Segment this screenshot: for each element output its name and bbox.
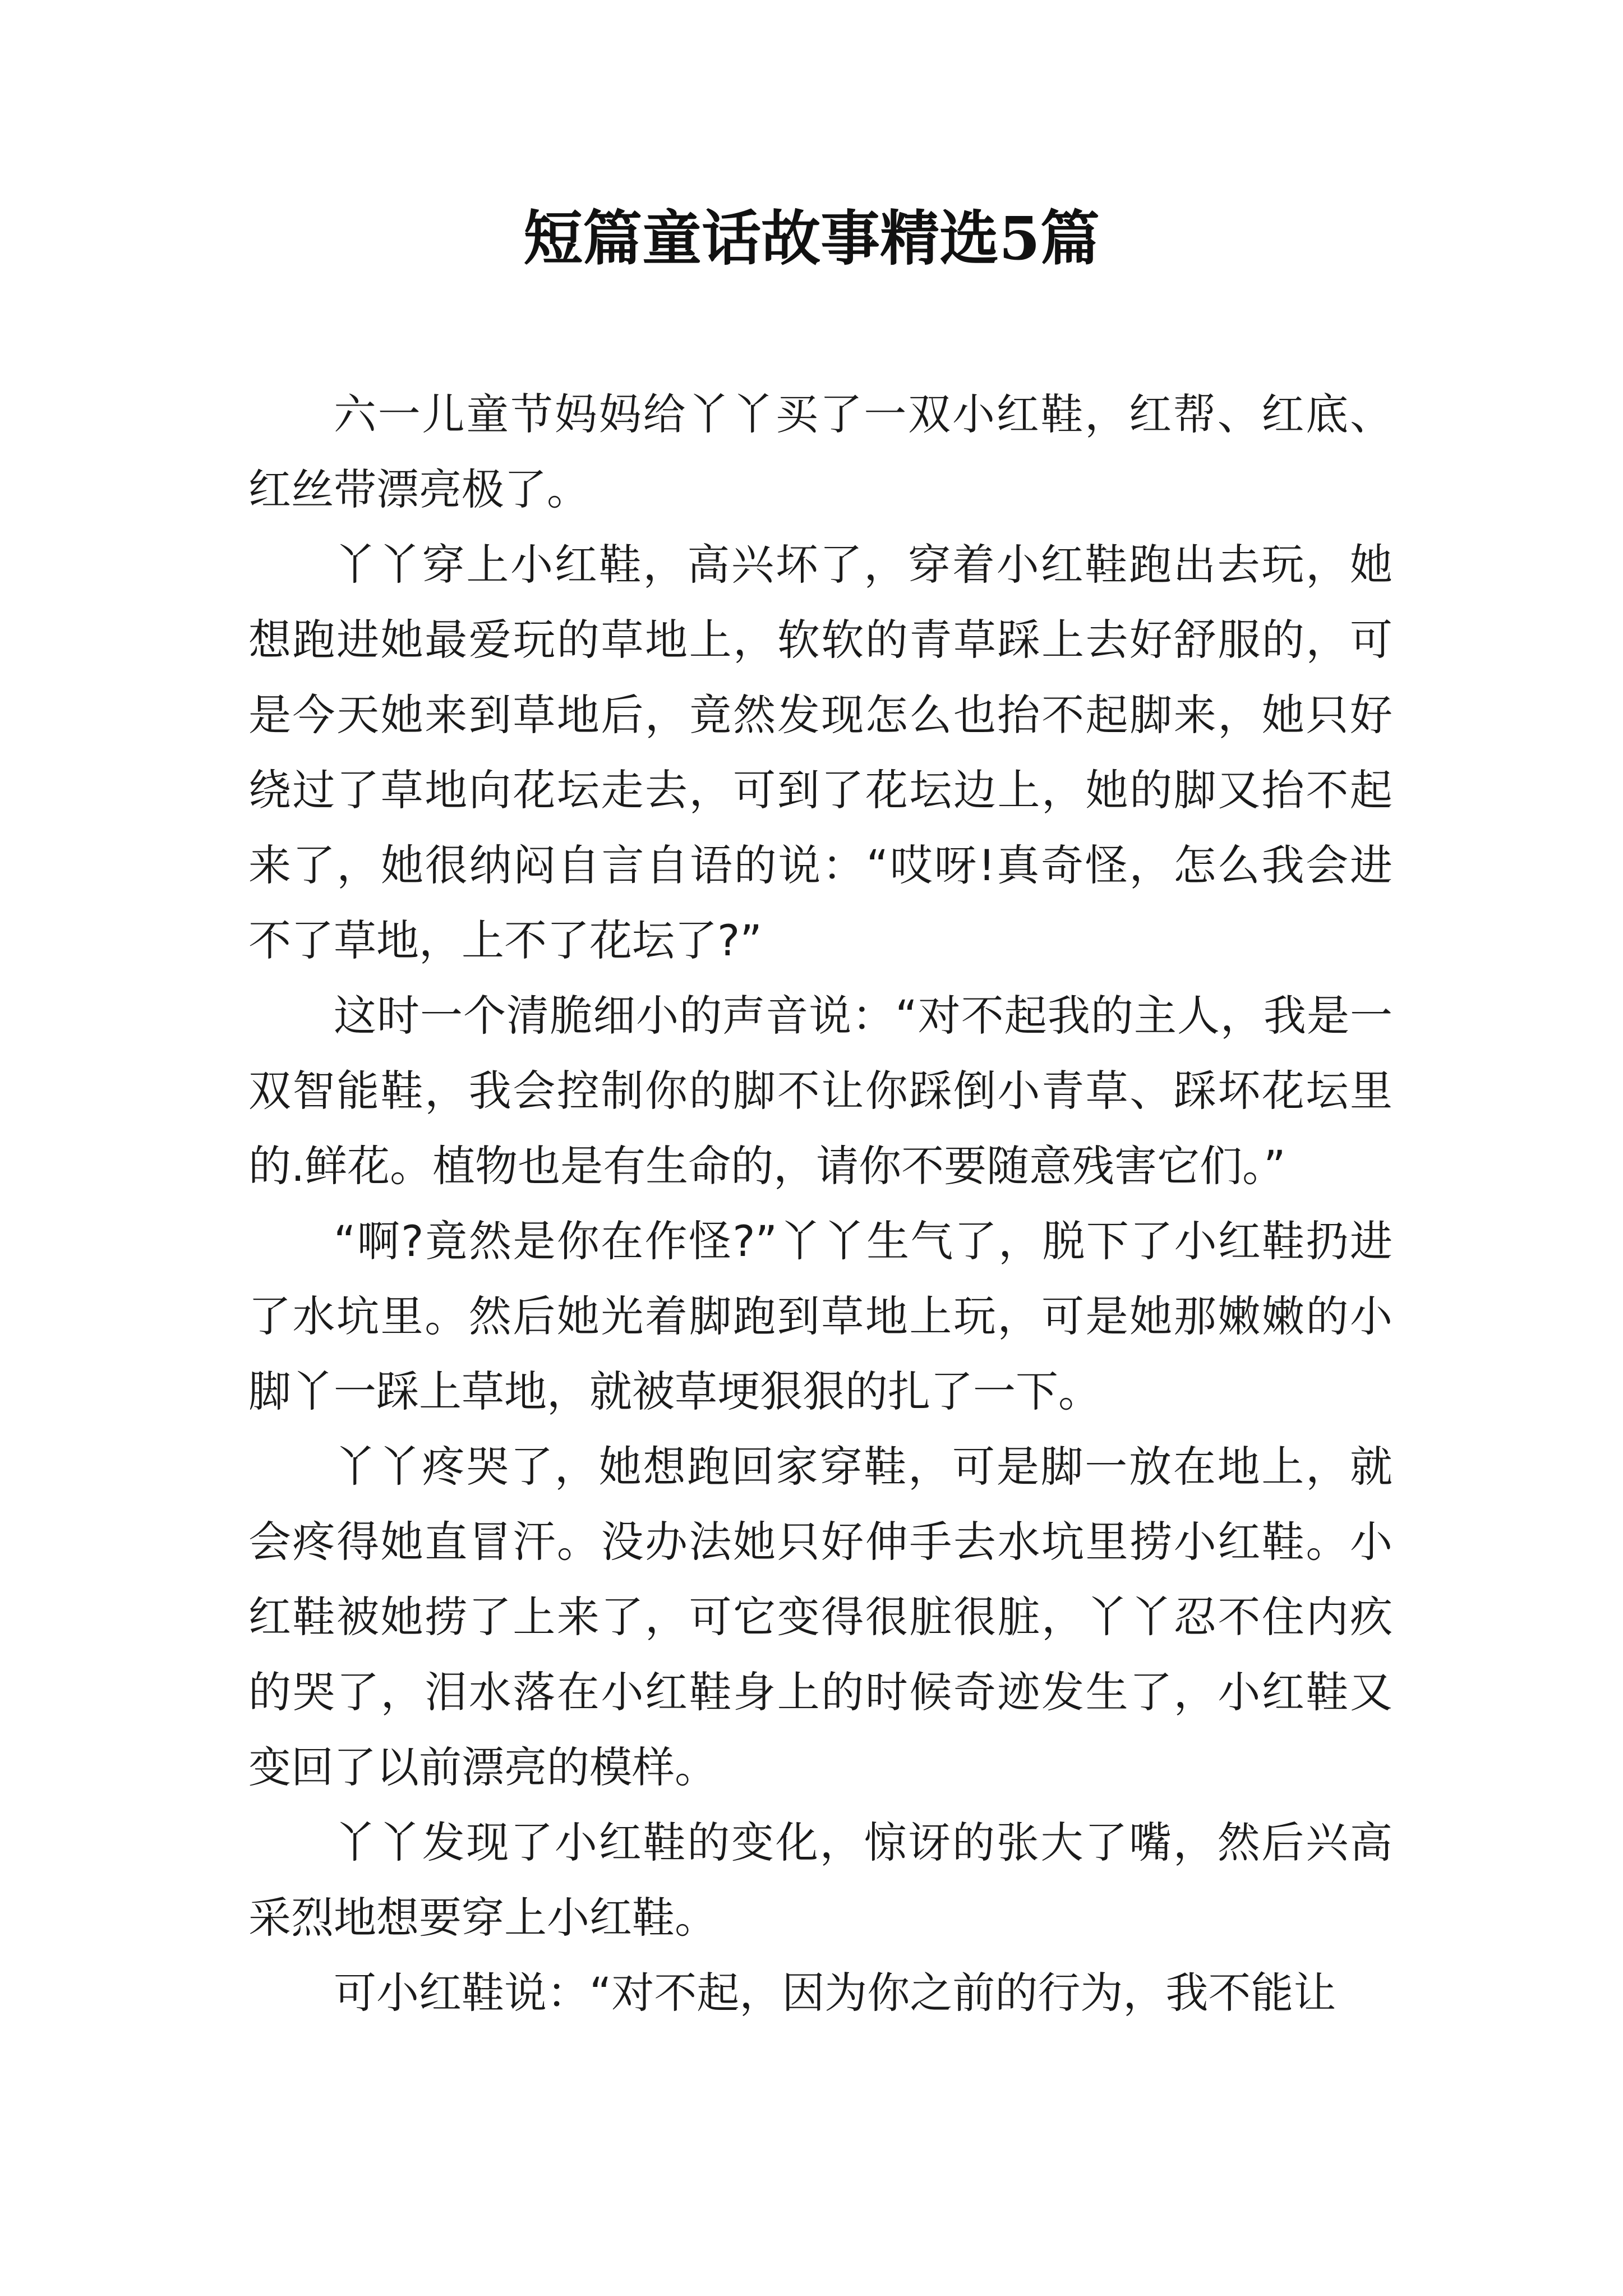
paragraph-3: 这时一个清脆细小的声音说：“对不起我的主人，我是一双智能鞋，我会控制你的脚不让你踩倒小青草、踩坏花坛里的.鲜花。植物也是有生命的，请你不要随意残害它们。” — [248, 991, 1393, 1191]
paragraph-7: 可小红鞋说：“对不起，因为你之前的行为，我不能让 — [334, 1968, 1336, 2018]
paragraph-6: 丫丫发现了小红鞋的变化，惊讶的张大了嘴，然后兴高采烈地想要穿上小红鞋。 — [248, 1818, 1393, 1943]
document-title: 短篇童话故事精选5篇 — [523, 203, 1100, 273]
paragraph-5: 丫丫疼哭了，她想跑回家穿鞋，可是脚一放在地上，就会疼得她直冒汗。没办法她只好伸手去水坑里捞小红鞋。小红鞋被她捞了上来了，可它变得很脏很脏，丫丫忍不住内疚的哭了，泪水落在小红鞋身上的时候奇迹发生了，小红鞋又变回了以前漂亮的模样。 — [248, 1442, 1393, 1792]
document-body — [248, 377, 1393, 2031]
paragraph-4: “啊?竟然是你在作怪?”丫丫生气了，脱下了小红鞋扔进了水坑里。然后她光着脚跑到草地上玩，可是她那嫩嫩的小脚丫一踩上草地，就被草埂狠狠的扎了一下。 — [248, 1216, 1393, 1416]
paragraph-1: 六一儿童节妈妈给丫丫买了一双小红鞋，红帮、红底、红丝带漂亮极了。 — [248, 389, 1393, 514]
paragraph-2: 丫丫穿上小红鞋，高兴坏了，穿着小红鞋跑出去玩，她想跑进她最爱玩的草地上，软软的青草踩上去好舒服的，可是今天她来到草地后，竟然发现怎么也抬不起脚来，她只好绕过了草地向花坛走去，可到了花坛边上，她的脚又抬不起来了，她很纳闷自言自语的说：“哎呀!真奇怪，怎么我会进不了草地，上不了花坛了?” — [248, 540, 1393, 965]
